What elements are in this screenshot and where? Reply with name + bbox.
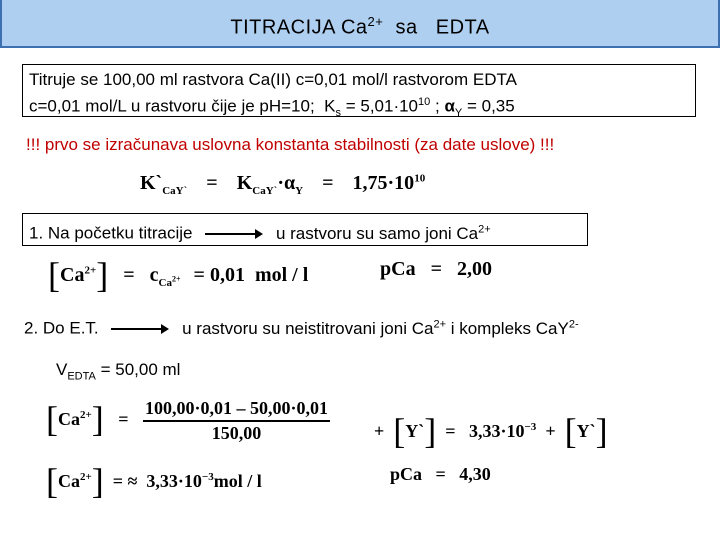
step1-equation: $[Ca^{2+}] = c_{Ca^{2+}} = 0,01$ mol / l: [48, 255, 309, 295]
step1-box: [22, 213, 588, 246]
slide-title: TITRACIJA $Ca^{2+}$ sa EDTA: [230, 14, 490, 39]
problem-line-1: Titruje se 100,00 ml rastvora Ca(II) c=0,01 mol/l rastvorom EDTA: [29, 70, 517, 89]
problem-box: [22, 64, 696, 120]
v-edta: $V_{EDTA} = 50,00$ ml: [56, 360, 181, 383]
arrow-icon: [111, 324, 169, 334]
step2-result-equation: $[Ca^{2+}]$ = ≈ $3,33\cdot 10^{-3}mol / l$: [46, 461, 262, 501]
step2-y-equation: + [Y`] = $3,33\cdot 10^{-3}$ + [Y`]: [374, 411, 608, 451]
step2-line: [24, 318, 579, 339]
warning-text: !!! prvo se izračunava uslovna konstanta stabilnosti (za date uslove) !!!: [26, 135, 555, 154]
step2-fraction-equation: $[Ca^{2+}]$ = $\frac{100,00\cdot 0,01 - 50,00\cdot 0,01}{150,00}$: [46, 398, 329, 443]
concentration-fraction: $\frac{100,00\cdot 0,01 - 50,00\cdot 0,01}{150,00}$: [145, 398, 329, 443]
step1-pca: pCa = 2,00: [380, 258, 492, 280]
step2-label: 2. Do E.T.: [24, 318, 99, 338]
step1-description: u rastvoru su samo joni $Ca^{2+}$: [275, 223, 491, 243]
arrow-icon: [205, 229, 263, 239]
step1-label: 1. Na početku titracije: [29, 223, 193, 243]
step2-description: u rastvoru su neistitrovani joni $Ca^{2+}$ i kompleks CaY$^{2-}$: [182, 318, 579, 338]
problem-line-2: c=0,01 mol/L u rastvoru čije je pH=10; $K_s = 5,01\cdot 10^{10}$ ; $\alpha_Y = 0,35$: [29, 96, 515, 120]
step2-pca: pCa = 4,30: [390, 464, 491, 484]
conditional-constant-equation: $K`_{CaY`} = K_{CaY`}\cdot\alpha_Y = 1,75\cdot 10^{10}$: [140, 172, 426, 197]
